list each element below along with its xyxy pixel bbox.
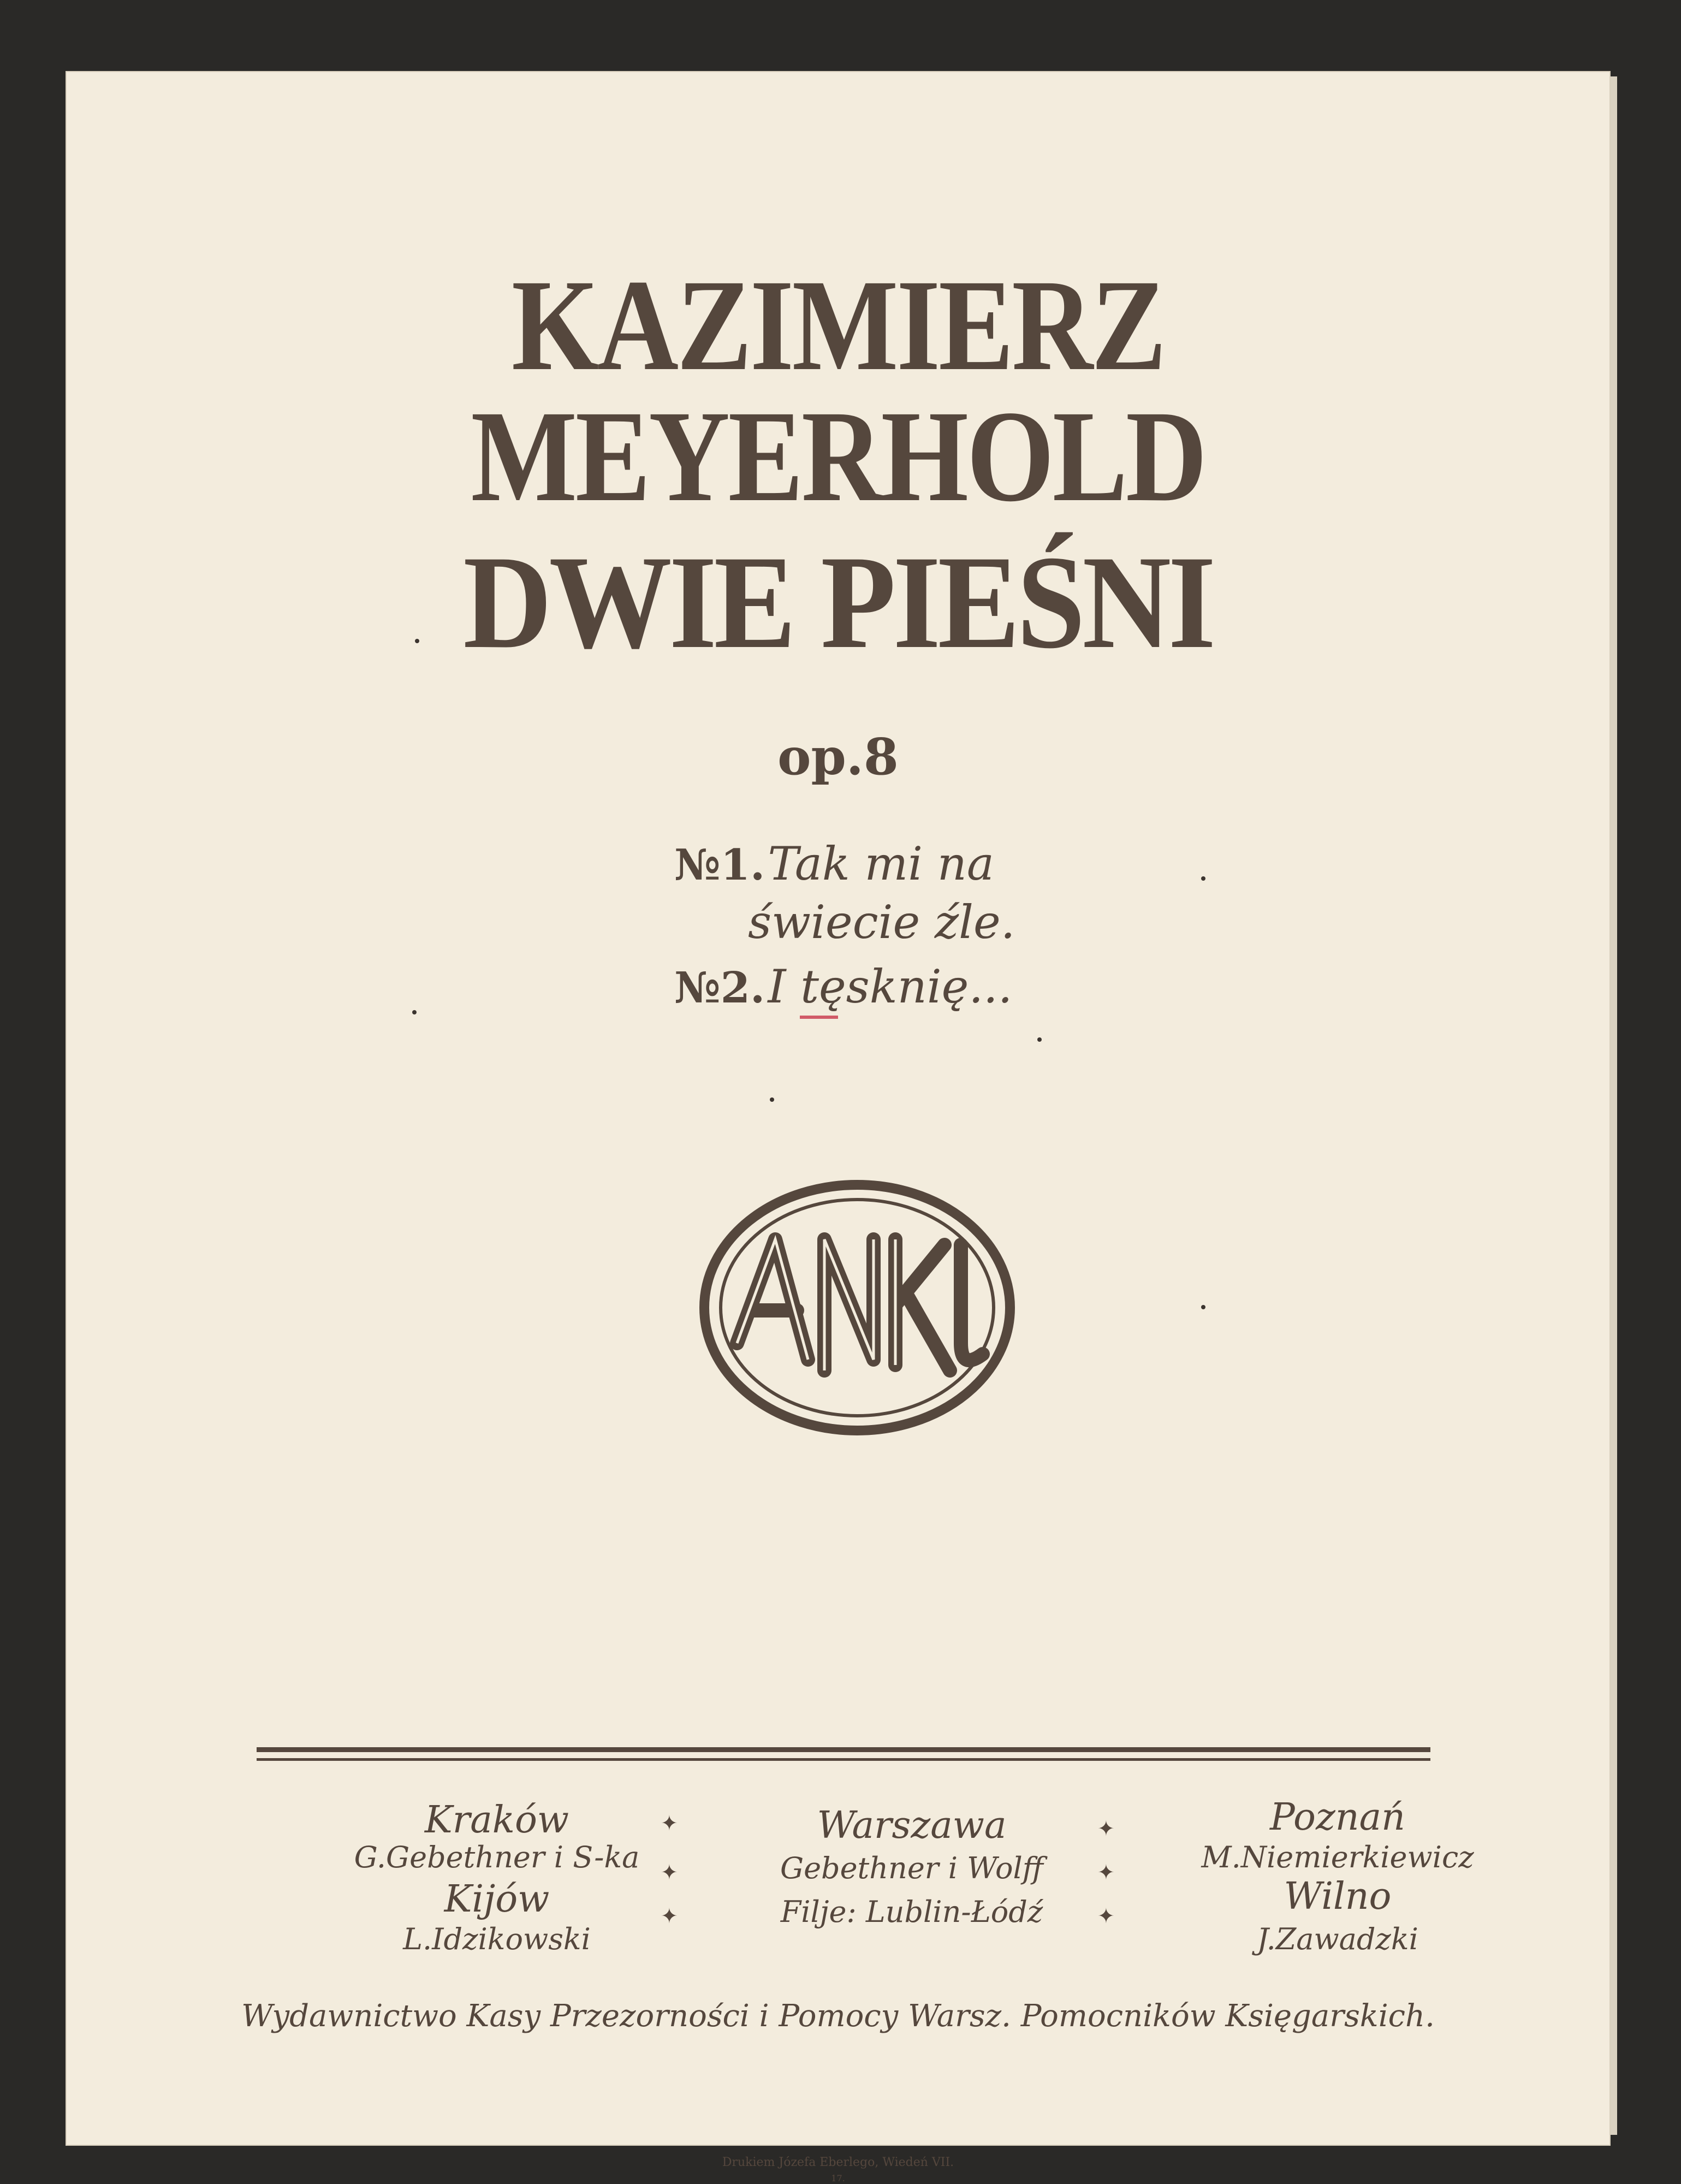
page-edge [1611, 76, 1617, 2135]
agent-wilno: J.Zawadzki [1257, 1922, 1418, 1956]
footer-rule-thin [257, 1758, 1430, 1761]
composer-name: KAZIMIERZ MEYERHOLD [471, 252, 1205, 529]
separator-icon: ✦ [661, 1811, 678, 1835]
agent-poznan: M.Niemierkiewicz [1201, 1840, 1474, 1874]
song-2-number: №2. [674, 963, 765, 1013]
paper-speck [1037, 1037, 1042, 1042]
work-title: DWIE PIEŚNI [463, 528, 1213, 676]
separator-icon: ✦ [661, 1904, 678, 1928]
city-krakow: Kraków [424, 1799, 569, 1842]
separator-icon: ✦ [1097, 1817, 1115, 1841]
paper-speck [1201, 1305, 1205, 1309]
song-1-title-continued: świecie źle. [748, 895, 1015, 949]
paper-speck [770, 1097, 774, 1102]
song-1-title: Tak mi na [768, 837, 994, 891]
agent-krakow: G.Gebethner i S-ka [354, 1840, 640, 1874]
city-wilno: Wilno [1284, 1875, 1392, 1918]
song-1 [674, 837, 994, 891]
city-warszawa: Warszawa [817, 1804, 1007, 1847]
song-2 [674, 960, 1013, 1013]
song-2-title: I tęsknię... [768, 960, 1013, 1013]
sheet-music-cover [66, 71, 1611, 2183]
separator-icon: ✦ [1097, 1860, 1115, 1884]
paper-speck [412, 1010, 417, 1014]
separator-icon: ✦ [1097, 1904, 1115, 1928]
city-kijow: Kijów [444, 1878, 550, 1921]
city-poznan: Poznań [1270, 1796, 1405, 1839]
agent-branches: Filje: Lublin-Łódź [780, 1895, 1043, 1929]
publisher-monogram-icon [699, 1179, 1015, 1436]
paper-speck [1201, 876, 1205, 881]
opus-number: op.8 [777, 727, 899, 786]
footer-rule-thick [257, 1747, 1430, 1752]
printer-line: Drukiem Józefa Eberlego, Wiedeń VII. [722, 2156, 954, 2169]
agent-warszawa: Gebethner i Wolff [780, 1851, 1044, 1885]
print-number: 17. [831, 2173, 845, 2183]
separator-icon: ✦ [661, 1860, 678, 1884]
red-mark [800, 1016, 838, 1019]
paper-speck [415, 639, 419, 643]
publisher-line: Wydawnictwo Kasy Przezorności i Pomocy Warsz. Pomocników Księgarskich. [241, 1998, 1435, 2034]
song-1-number: №1. [674, 840, 765, 890]
agent-kijow: L.Idzikowski [403, 1922, 591, 1956]
